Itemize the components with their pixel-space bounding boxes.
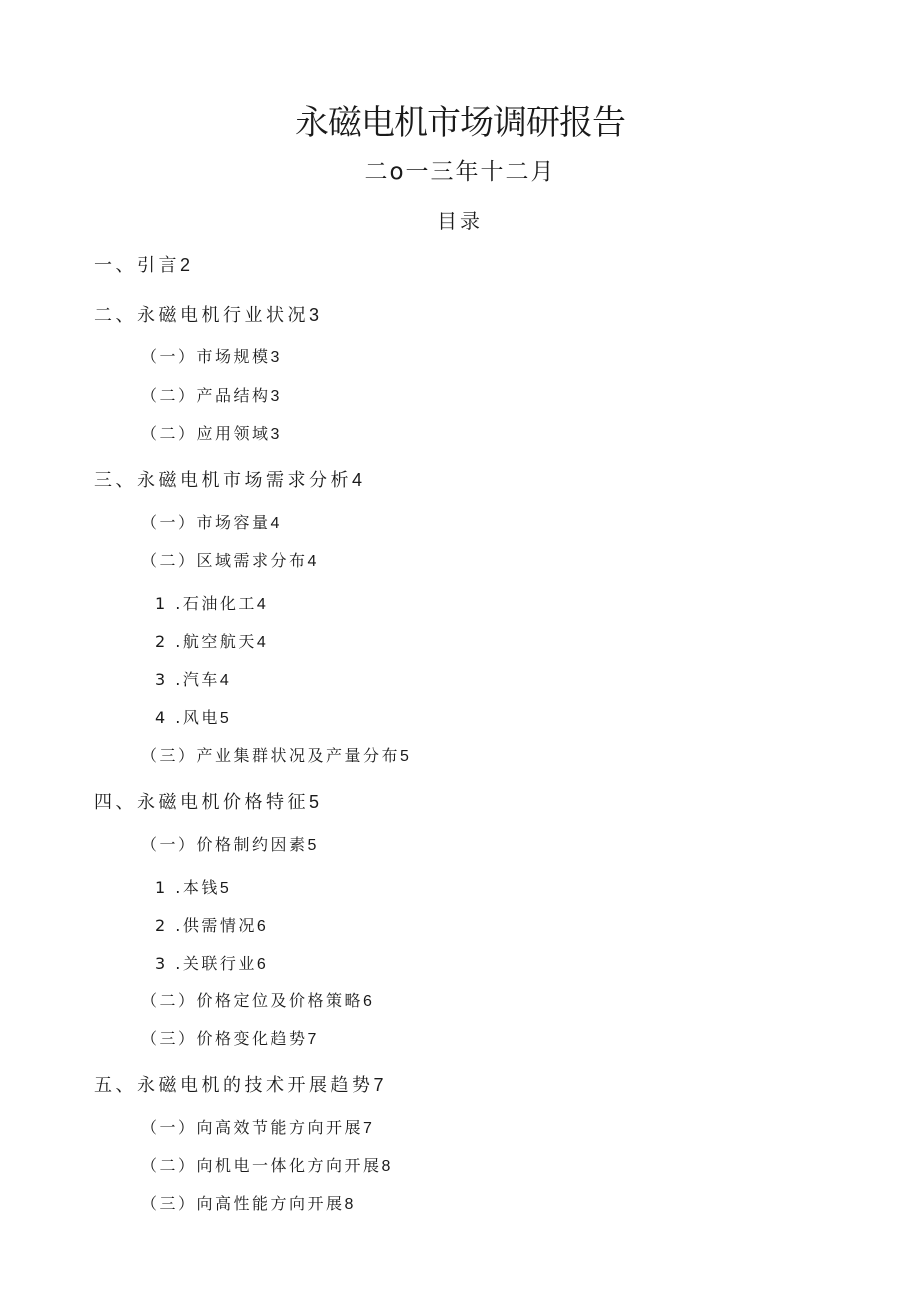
toc-entry-text: 五、永磁电机的技术开展趋势 bbox=[94, 1075, 374, 1096]
toc-entry-introduction[interactable] bbox=[94, 252, 190, 279]
toc-entry-price-constraints[interactable] bbox=[141, 833, 316, 858]
toc-entry-price-characteristics[interactable] bbox=[94, 789, 319, 816]
toc-entry-page: 7 bbox=[363, 1120, 372, 1137]
toc-entry-text: 3 .关联行业 bbox=[155, 954, 257, 973]
toc-entry-text: 1 .本钱 bbox=[155, 878, 220, 897]
toc-entry-mechatronics[interactable] bbox=[141, 1154, 390, 1179]
toc-entry-text: 2 .供需情况 bbox=[155, 916, 257, 935]
toc-entry-page: 5 bbox=[219, 880, 229, 897]
toc-entry-aerospace[interactable] bbox=[155, 630, 266, 655]
document-title: 永磁电机市场调研报告 bbox=[295, 103, 625, 143]
toc-entry-page: 2 bbox=[180, 255, 191, 275]
toc-entry-automotive[interactable] bbox=[155, 668, 229, 693]
toc-entry-demand-analysis[interactable] bbox=[94, 467, 362, 494]
toc-entry-page: 4 bbox=[270, 515, 280, 532]
toc-entry-petrochemical[interactable] bbox=[155, 592, 266, 617]
toc-entry-price-trend[interactable] bbox=[141, 1027, 316, 1052]
toc-entry-supply-demand[interactable] bbox=[155, 914, 266, 939]
toc-entry-page: 3 bbox=[309, 305, 320, 325]
toc-entry-text: （二）价格定位及价格策略 bbox=[141, 991, 364, 1010]
toc-entry-text: 4 .风电 bbox=[155, 708, 220, 727]
toc-entry-price-positioning[interactable] bbox=[141, 989, 372, 1014]
toc-entry-page: 4 bbox=[256, 634, 266, 651]
toc-entry-page: 5 bbox=[219, 710, 229, 727]
toc-entry-page: 5 bbox=[307, 837, 317, 854]
toc-entry-market-size[interactable] bbox=[141, 345, 279, 370]
toc-entry-text: （二）应用领域 bbox=[141, 424, 271, 443]
toc-entry-market-capacity[interactable] bbox=[141, 511, 279, 536]
toc-entry-page: 6 bbox=[256, 918, 266, 935]
toc-entry-page: 6 bbox=[256, 956, 266, 973]
toc-entry-application-fields[interactable] bbox=[141, 422, 279, 447]
document-date: 二ο一三年十二月 bbox=[364, 159, 556, 185]
toc-entry-text: （一）市场规模 bbox=[141, 347, 271, 366]
toc-entry-page: 7 bbox=[307, 1031, 317, 1048]
toc-entry-page: 4 bbox=[256, 596, 266, 613]
toc-entry-text: 3 .汽车 bbox=[155, 670, 220, 689]
toc-entry-industry-clusters[interactable] bbox=[141, 744, 409, 769]
toc-entry-text: 四、永磁电机价格特征 bbox=[94, 792, 309, 813]
toc-entry-regional-demand[interactable] bbox=[141, 549, 316, 574]
toc-entry-text: 2 .航空航天 bbox=[155, 632, 257, 651]
toc-entry-page: 6 bbox=[363, 993, 372, 1010]
toc-entry-technology-trends[interactable] bbox=[94, 1072, 384, 1099]
toc-entry-page: 5 bbox=[400, 748, 409, 765]
toc-entry-text: （一）价格制约因素 bbox=[141, 835, 308, 854]
toc-entry-text: （三）产业集群状况及产量分布 bbox=[141, 746, 401, 765]
toc-entry-text: 三、永磁电机市场需求分析 bbox=[94, 470, 352, 491]
toc-entry-energy-efficiency[interactable] bbox=[141, 1116, 372, 1141]
toc-heading: 目录 bbox=[437, 209, 483, 233]
toc-entry-page: 3 bbox=[270, 388, 280, 405]
toc-entry-text: （二）向机电一体化方向开展 bbox=[141, 1156, 382, 1175]
toc-entry-cost[interactable] bbox=[155, 876, 229, 901]
toc-entry-page: 8 bbox=[381, 1158, 391, 1175]
toc-entry-related-industries[interactable] bbox=[155, 952, 266, 977]
toc-entry-page: 3 bbox=[270, 349, 280, 366]
toc-entry-text: （二）产品结构 bbox=[141, 386, 271, 405]
toc-entry-page: 3 bbox=[270, 426, 280, 443]
toc-entry-text: 二、永磁电机行业状况 bbox=[94, 305, 309, 326]
toc-entry-page: 7 bbox=[373, 1075, 384, 1095]
toc-entry-wind-power[interactable] bbox=[155, 706, 229, 731]
toc-entry-page: 4 bbox=[219, 672, 229, 689]
toc-entry-text: （二）区域需求分布 bbox=[141, 551, 308, 570]
toc-entry-page: 8 bbox=[344, 1196, 354, 1213]
toc-entry-text: （三）价格变化趋势 bbox=[141, 1029, 308, 1048]
toc-entry-text: 一、引言 bbox=[94, 255, 180, 276]
toc-entry-text: （一）向高效节能方向开展 bbox=[141, 1118, 364, 1137]
toc-entry-page: 4 bbox=[352, 470, 363, 490]
toc-entry-page: 5 bbox=[309, 792, 320, 812]
toc-entry-product-structure[interactable] bbox=[141, 384, 279, 409]
toc-entry-page: 4 bbox=[307, 553, 317, 570]
toc-entry-text: 1 .石油化工 bbox=[155, 594, 257, 613]
toc-entry-text: （一）市场容量 bbox=[141, 513, 271, 532]
toc-entry-high-performance[interactable] bbox=[141, 1192, 353, 1217]
toc-entry-text: （三）向高性能方向开展 bbox=[141, 1194, 345, 1213]
toc-entry-industry-status[interactable] bbox=[94, 302, 319, 329]
